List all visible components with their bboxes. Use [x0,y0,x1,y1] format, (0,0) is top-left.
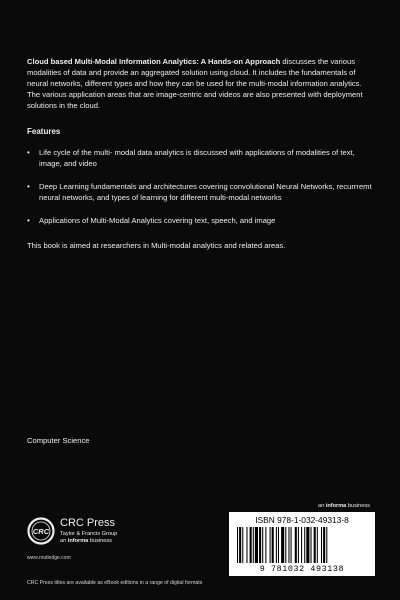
business-prefix: an [60,538,68,544]
barcode-bar [317,527,318,563]
publisher-name: CRC Press [60,517,116,529]
barcode-bar [288,527,289,563]
barcode-bar [250,527,252,563]
barcode-bar [265,527,266,563]
barcode-bar [314,527,316,563]
publisher-website: www.routledge.com [27,555,71,561]
ebook-availability-note: CRC Press titles are available as eBook editions in a range of digital formats [27,580,203,586]
barcode-bar [239,527,241,563]
crc-logo-text: CRC [32,527,50,536]
barcode-bar [237,527,238,563]
publisher-business-line [60,538,112,545]
imprint-prefix: an [318,503,326,509]
bullet-icon: • [27,148,30,157]
feature-item [27,215,375,226]
barcode-bar [253,527,254,563]
barcode-bar [301,527,302,563]
barcode-bar [255,527,258,563]
bullet-icon: • [27,182,30,191]
imprint-business-line [318,503,370,509]
barcode-bar [281,527,284,563]
barcode-icon [235,527,369,563]
barcode-bar [272,527,274,563]
business-suffix: business [88,538,112,544]
feature-item [27,181,375,203]
subject-category: Computer Science [27,436,90,445]
barcode-bar [306,527,309,563]
isbn-label: ISBN 978-1-032-49313-8 [255,515,349,525]
isbn-barcode-panel [229,512,375,576]
barcode-bar [246,527,247,563]
feature-text: Applications of Multi-Modal Analytics covering text, speech, and image [39,216,276,225]
barcode-bar [295,527,297,563]
features-list [27,147,375,238]
barcode-bar [321,527,322,563]
barcode-bar [291,527,292,563]
barcode-bar [311,527,312,563]
barcode-bar [326,527,327,563]
barcode-bar [304,527,305,563]
feature-text: Deep Learning fundamentals and architectures covering convolutional Neural Networks, recurrremt neural networks, and types of learning for different multi-modal networks [39,182,372,202]
barcode-bar [276,527,277,563]
barcode-bar [262,527,263,563]
barcode-bar [270,527,271,563]
feature-text: Life cycle of the multi- modal data analytics is discussed with applications of modalities of text, image, and video [39,148,355,168]
informa-brand: informa [67,538,89,544]
crc-press-logo-icon [27,517,55,545]
barcode-bar [242,527,243,563]
barcode-bar [323,527,325,563]
book-description [27,56,375,111]
book-title: Cloud based Multi-Modal Information Analytics: A Hands-on Approach [27,57,281,66]
barcode-bar [259,527,261,563]
audience-statement: This book is aimed at researchers in Multi-modal analytics and related areas. [27,241,286,250]
barcode-bar [285,527,286,563]
barcode-bar [278,527,279,563]
bullet-icon: • [27,216,30,225]
book-description-text: discusses the various modalities of data and provide an aggregated solution using cloud. It includes the fundamentals of neural networks, different types and how they can be used for the multi-modal information analytics. The various application areas that are image-centric and videos are also presented with deployment solutions in the cloud. [27,57,363,110]
imprint-brand: informa [325,503,347,509]
feature-item [27,147,375,169]
features-heading: Features [27,127,61,136]
barcode-digits: 9 781032 493138 [259,564,345,574]
publisher-group: Taylor & Francis Group [60,531,118,537]
imprint-suffix: business [346,503,370,509]
barcode-bar [298,527,299,563]
